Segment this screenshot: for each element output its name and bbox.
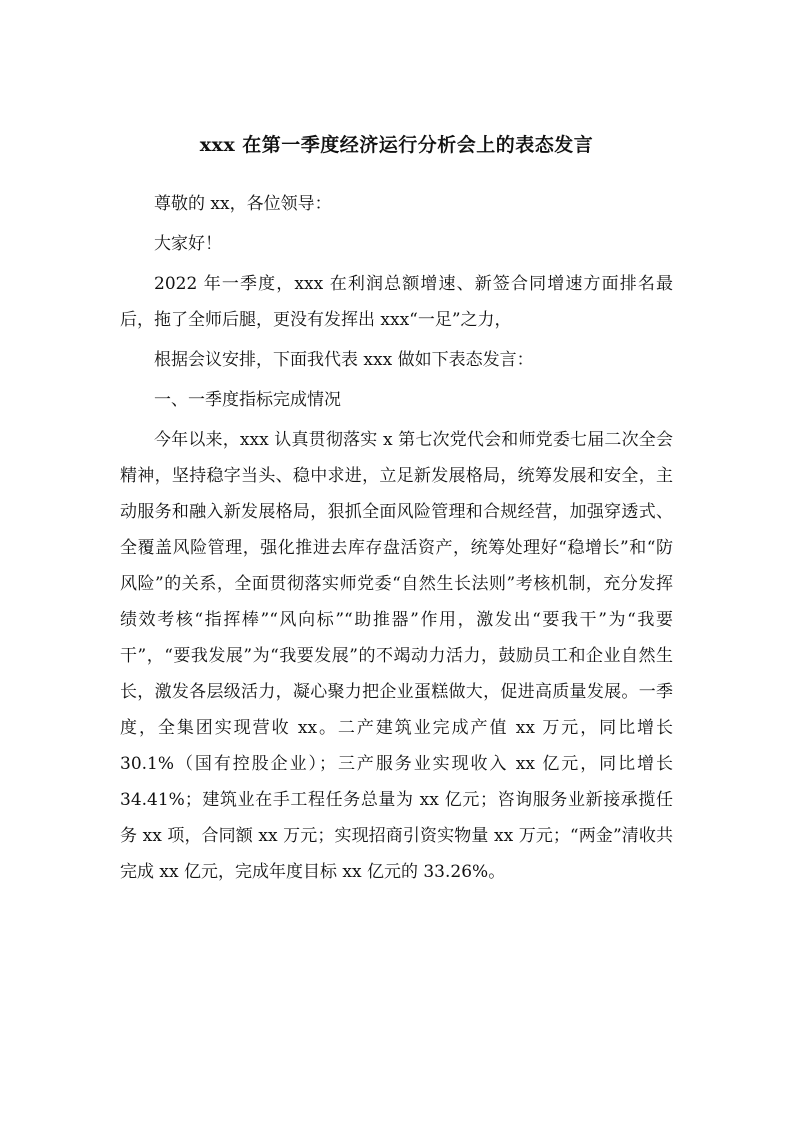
document-title: xxx 在第一季度经济运行分析会上的表态发言 bbox=[199, 134, 594, 156]
salutation-paragraph: 尊敬的 xx，各位领导： bbox=[154, 194, 332, 214]
document-body bbox=[120, 186, 673, 890]
ranking-paragraph: 2022 年一季度，xxx 在利润总额增速、新签合同增速方面排名最后，拖了全师后腿，更没有发挥出 xxx“一足”之力， bbox=[120, 274, 673, 330]
indicators-paragraph: 今年以来，xxx 认真贯彻落实 x 第七次党代会和师党委七届二次全会精神，坚持稳字当头、稳中求进，立足新发展格局，统筹发展和安全，主动服务和融入新发展格局，狠抓全面风险管理和合规经营，加强穿透式、全覆盖风险管理，强化推进去库存盘活资产，统筹处理好“稳增长”和“防风险”的关系，全面贯彻落实师党委“自然生长法则”考核机制，充分发挥绩效考核“指挥棒”“风向标”“助推器”作用，激发出“要我干”为“我要干”，“要我发展”为“我要发展”的不竭动力活力，鼓励员工和企业自然生长，激发各层级活力，凝心聚力把企业蛋糕做大，促进高质量发展。一季度，全集团实现营收 xx。二产建筑业完成产值 xx 万元，同比增长 30.1%（国有控股企业）；三产服务业实现收入 xx 亿元，同比增长 34.41%；建筑业在手工程任务总量为 xx 亿元；咨询服务业新接承揽任务 xx 项，合同额 xx 万元；实现招商引资实物量 xx 万元；“两金”清收共完成 xx 亿元，完成年度目标 xx 亿元的 33.26%。 bbox=[120, 430, 673, 882]
intro-paragraph: 根据会议安排，下面我代表 xxx 做如下表态发言： bbox=[154, 350, 534, 370]
section-heading: 一、一季度指标完成情况 bbox=[154, 390, 341, 410]
greeting-paragraph: 大家好！ bbox=[154, 234, 222, 254]
